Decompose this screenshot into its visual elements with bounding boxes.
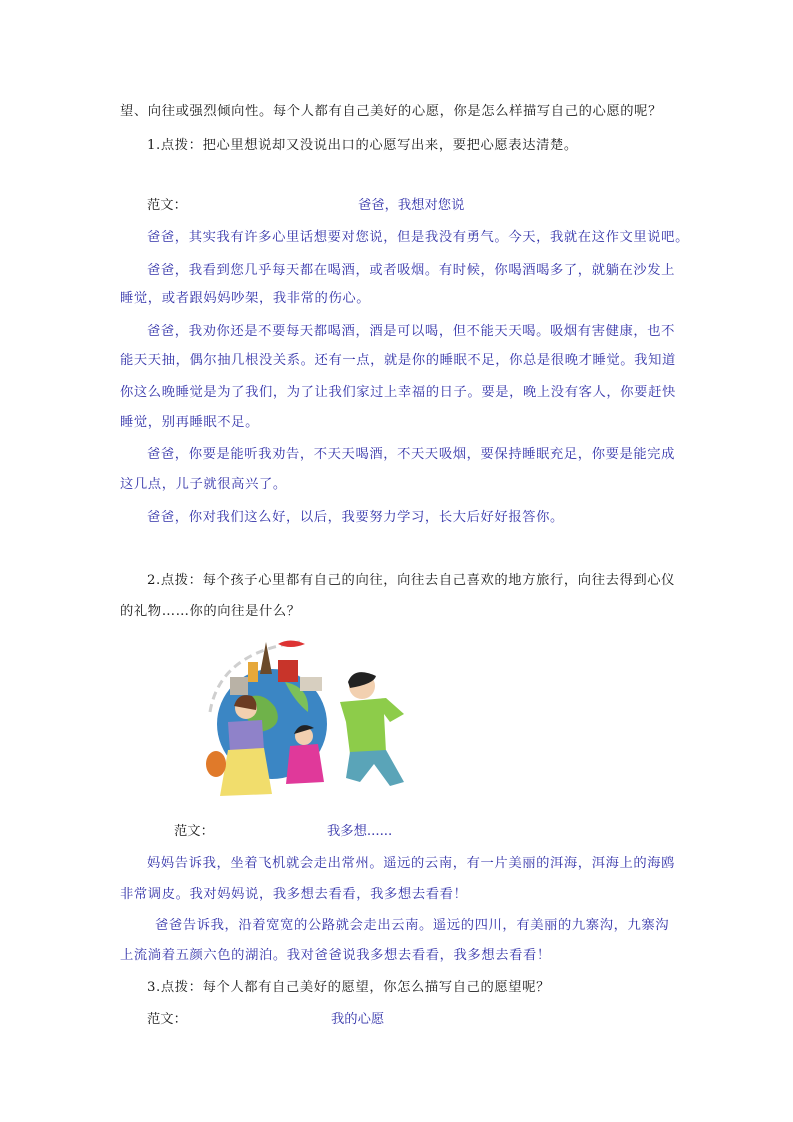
essay1-paragraph: 爸爸，我看到您几乎每天都在喝酒，或者吸烟。有时候，你喝酒喝多了，就躺在沙发上 bbox=[147, 263, 676, 278]
sample-label-2: 范文： bbox=[174, 824, 214, 839]
essay-title-2: 我多想...... bbox=[327, 824, 393, 839]
tip-2-cont: 的礼物……你的向往是什么？ bbox=[120, 604, 301, 619]
tip-2: 2.点拨：每个孩子心里都有自己的向往，向往去自己喜欢的地方旅行，向往去得到心仪 bbox=[147, 573, 676, 588]
essay2-paragraph: 妈妈告诉我，坐着飞机就会走出常州。遥远的云南，有一片美丽的洱海，洱海上的海鸥 bbox=[147, 856, 676, 871]
essay1-paragraph: 爸爸，其实我有许多心里话想要对您说，但是我没有勇气。今天，我就在这作文里说吧。 bbox=[147, 230, 689, 245]
sample-label-3: 范文： bbox=[147, 1012, 187, 1027]
essay1-paragraph-cont: 能天天抽，偶尔抽几根没关系。还有一点，就是你的睡眠不足，你总是很晚才睡觉。我知道 bbox=[120, 353, 676, 368]
essay1-paragraph: 爸爸，我劝你还是不要每天都喝酒，酒是可以喝，但不能天天喝。吸烟有害健康，也不 bbox=[147, 324, 676, 339]
essay2-paragraph-cont: 非常调皮。我对妈妈说，我多想去看看，我多想去看看！ bbox=[120, 887, 468, 902]
essay1-paragraph-cont: 睡觉，或者跟妈妈吵架，我非常的伤心。 bbox=[120, 291, 371, 306]
intro-line: 望、向往或强烈倾向性。每个人都有自己美好的心愿，你是怎么样描写自己的心愿的呢？ bbox=[120, 104, 662, 119]
essay1-paragraph-cont: 睡觉，别再睡眠不足。 bbox=[120, 415, 259, 430]
sample-label-1: 范文： bbox=[147, 198, 187, 213]
essay1-paragraph: 爸爸，你要是能听我劝告，不天天喝酒，不天天吸烟，要保持睡眠充足，你要是能完成 bbox=[147, 447, 676, 462]
essay-title-1: 爸爸，我想对您说 bbox=[358, 198, 465, 213]
family-travel-illustration bbox=[190, 632, 430, 804]
essay2-paragraph-cont: 上流淌着五颜六色的湖泊。我对爸爸说我多想去看看，我多想去看看！ bbox=[120, 948, 551, 963]
essay-title-3: 我的心愿 bbox=[331, 1012, 385, 1027]
essay1-paragraph: 爸爸，你对我们这么好，以后，我要努力学习，长大后好好报答你。 bbox=[147, 510, 564, 525]
tip-3: 3.点拨：每个人都有自己美好的愿望，你怎么描写自己的愿望呢？ bbox=[147, 980, 550, 995]
essay1-paragraph-cont: 你这么晚睡觉是为了我们，为了让我们家过上幸福的日子。要是，晚上没有客人，你要赶快 bbox=[120, 385, 676, 400]
essay2-paragraph: 爸爸告诉我，沿着宽宽的公路就会走出云南。遥远的四川，有美丽的九寨沟，九寨沟 bbox=[155, 918, 670, 933]
essay1-paragraph-cont: 这几点，儿子就很高兴了。 bbox=[120, 477, 287, 492]
tip-1: 1.点拨：把心里想说却又没说出口的心愿写出来，要把心愿表达清楚。 bbox=[147, 138, 578, 153]
